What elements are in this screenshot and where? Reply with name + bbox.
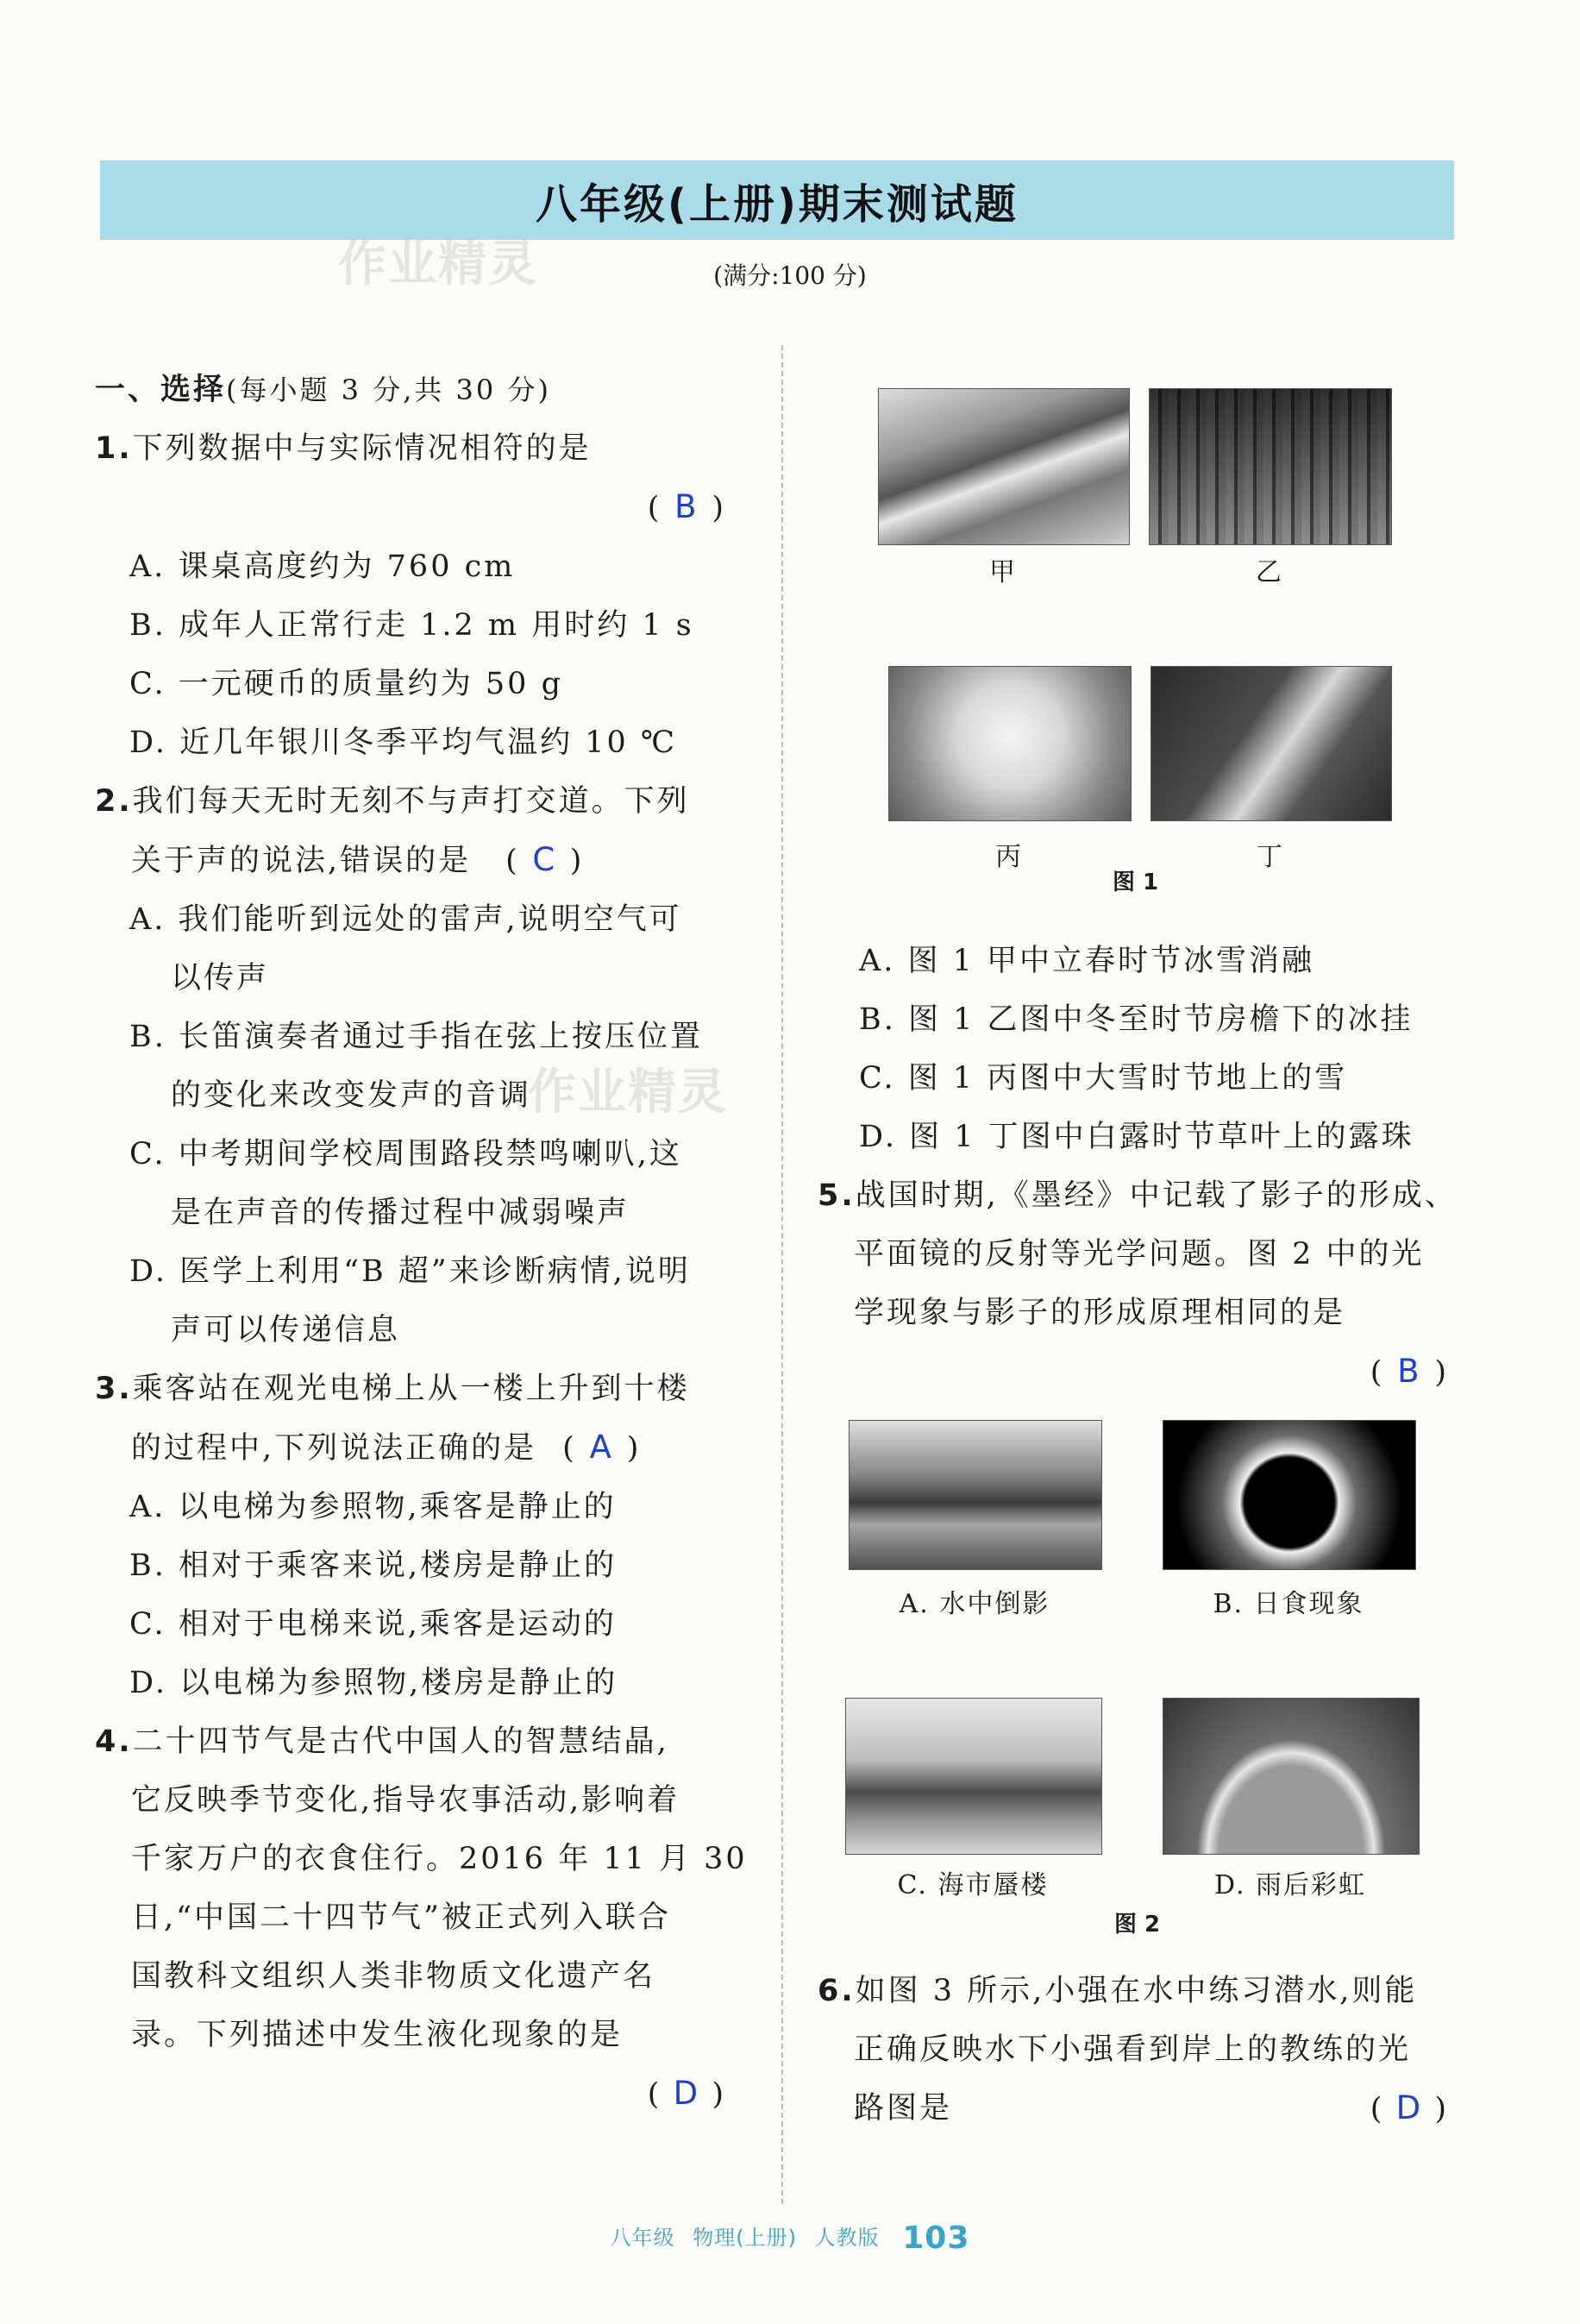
photo-jia-melting-snow bbox=[878, 388, 1130, 545]
question-6-stem-cont: 路图是 ( D ) bbox=[818, 2079, 1456, 2138]
photo-reflection bbox=[849, 1420, 1102, 1570]
caption-a: A. 水中倒影 bbox=[899, 1589, 1050, 1619]
caption-jia: 甲 bbox=[989, 557, 1017, 587]
option-a: A. 我们能听到远处的雷声,说明空气可 bbox=[129, 902, 682, 937]
question-3-stem-cont: 的过程中,下列说法正确的是 ( A ) bbox=[95, 1418, 733, 1478]
option-a-cont: 以传声 bbox=[171, 961, 270, 996]
footer-edition: 人教版 bbox=[814, 2226, 880, 2250]
column-divider bbox=[781, 345, 783, 2204]
option-a: A. 图 1 甲中立春时节冰雪消融 bbox=[859, 944, 1315, 978]
watermark: 作业精灵 bbox=[528, 1065, 728, 1121]
question-4-stem-cont: 它反映季节变化,指导农事活动,影响着 bbox=[131, 1783, 680, 1818]
option-a: A. 课桌高度约为 760 cm bbox=[129, 550, 516, 584]
caption-yi: 乙 bbox=[1256, 557, 1283, 587]
option-b: B. 成年人正常行走 1.2 m 用时约 1 s bbox=[129, 608, 694, 643]
left-column bbox=[95, 361, 748, 2124]
question-4-stem-cont: 国教科文组织人类非物质文化遗产名 bbox=[131, 1959, 656, 1994]
photo-solar-eclipse bbox=[1163, 1420, 1416, 1570]
score-note: (满分:100 分) bbox=[713, 261, 867, 290]
question-5-stem-cont: 平面镜的反射等光学问题。图 2 中的光 bbox=[854, 1237, 1425, 1272]
footer-grade: 八年级 bbox=[610, 2226, 675, 2250]
question-6-stem: 6.如图 3 所示,小强在水中练习潜水,则能 bbox=[818, 1974, 1418, 2008]
question-2-stem: 2.我们每天无时无刻不与声打交道。下列 bbox=[95, 784, 690, 819]
caption-d: D. 雨后彩虹 bbox=[1213, 1870, 1367, 1900]
question-3-stem: 3.乘客站在观光电梯上从一楼上升到十楼 bbox=[95, 1372, 690, 1406]
option-d: D. 近几年银川冬季平均气温约 10 ℃ bbox=[129, 725, 678, 760]
answer-q5: B bbox=[1397, 1353, 1422, 1390]
question-4-stem-cont: 日,“中国二十四节气”被正式列入联合 bbox=[131, 1900, 671, 1935]
question-4-stem-cont: 千家万户的衣食住行。2016 年 11 月 30 bbox=[131, 1842, 748, 1876]
answer-bracket: ( D ) bbox=[95, 2064, 733, 2124]
question-2-stem-cont: 关于声的说法,错误的是 ( C ) bbox=[95, 831, 733, 890]
option-b: B. 长笛演奏者通过手指在弦上按压位置 bbox=[129, 1020, 703, 1054]
photo-bing-snow bbox=[888, 666, 1132, 821]
answer-q1: B bbox=[674, 488, 699, 525]
option-c: C. 一元硬币的质量约为 50 g bbox=[129, 667, 563, 701]
photo-yi-icicles bbox=[1149, 388, 1392, 545]
caption-bing: 丙 bbox=[995, 842, 1023, 872]
caption-ding: 丁 bbox=[1257, 842, 1284, 872]
option-d: D. 医学上利用“B 超”来诊断病情,说明 bbox=[129, 1254, 691, 1289]
photo-mirage bbox=[845, 1698, 1102, 1855]
figure-2-label: 图 2 bbox=[1114, 1912, 1161, 1938]
caption-c: C. 海市蜃楼 bbox=[897, 1870, 1049, 1900]
option-b: B. 图 1 乙图中冬至时节房檐下的冰挂 bbox=[859, 1002, 1414, 1037]
watermark: 作业精灵 bbox=[338, 236, 538, 292]
answer-q4: D bbox=[673, 2075, 701, 2112]
photo-rainbow bbox=[1163, 1698, 1420, 1855]
footer-subject: 物理(上册) bbox=[693, 2226, 797, 2250]
option-d: D. 以电梯为参照物,楼房是静止的 bbox=[129, 1666, 618, 1700]
photo-ding-dew bbox=[1151, 666, 1392, 821]
page-title: 八年级(上册)期末测试题 bbox=[536, 179, 1019, 229]
question-4-stem: 4.二十四节气是古代中国人的智慧结晶, bbox=[95, 1724, 669, 1759]
figure-1-label: 图 1 bbox=[1113, 870, 1159, 895]
caption-b: B. 日食现象 bbox=[1213, 1589, 1364, 1619]
question-5-stem-cont: 学现象与影子的形成原理相同的是 bbox=[854, 1296, 1346, 1330]
option-c: C. 相对于电梯来说,乘客是运动的 bbox=[129, 1607, 617, 1642]
answer-bracket: ( B ) bbox=[818, 1342, 1456, 1402]
option-c: C. 图 1 丙图中大雪时节地上的雪 bbox=[859, 1061, 1348, 1096]
option-d-cont: 声可以传递信息 bbox=[171, 1313, 401, 1347]
answer-q3: A bbox=[589, 1429, 614, 1466]
answer-bracket: ( B ) bbox=[95, 478, 733, 537]
question-1-stem: 1.下列数据中与实际情况相符的是 bbox=[95, 431, 592, 466]
option-c-cont: 是在声音的传播过程中减弱噪声 bbox=[171, 1196, 630, 1230]
question-6-stem-cont: 正确反映水下小强看到岸上的教练的光 bbox=[854, 2032, 1412, 2067]
question-6-block bbox=[818, 1962, 1456, 2139]
option-a: A. 以电梯为参照物,乘客是静止的 bbox=[129, 1490, 617, 1524]
question-5-stem: 5.战国时期,《墨经》中记载了影子的形成、 bbox=[818, 1178, 1458, 1213]
option-c: C. 中考期间学校周围路段禁鸣喇叭,这 bbox=[129, 1137, 682, 1171]
section-heading: 一、选择(每小题 3 分,共 30 分) bbox=[95, 373, 551, 407]
option-b: B. 相对于乘客来说,楼房是静止的 bbox=[129, 1548, 618, 1583]
right-column bbox=[818, 932, 1456, 1402]
option-b-cont: 的变化来改变发声的音调 bbox=[171, 1078, 532, 1113]
page-footer bbox=[0, 2220, 1580, 2256]
title-band bbox=[100, 160, 1454, 240]
page-number: 103 bbox=[902, 2220, 970, 2256]
answer-q6: D bbox=[1395, 2089, 1424, 2126]
option-d: D. 图 1 丁图中白露时节草叶上的露珠 bbox=[859, 1120, 1414, 1154]
question-4-stem-cont: 录。下列描述中发生液化现象的是 bbox=[131, 2018, 624, 2052]
answer-q2: C bbox=[532, 841, 558, 878]
